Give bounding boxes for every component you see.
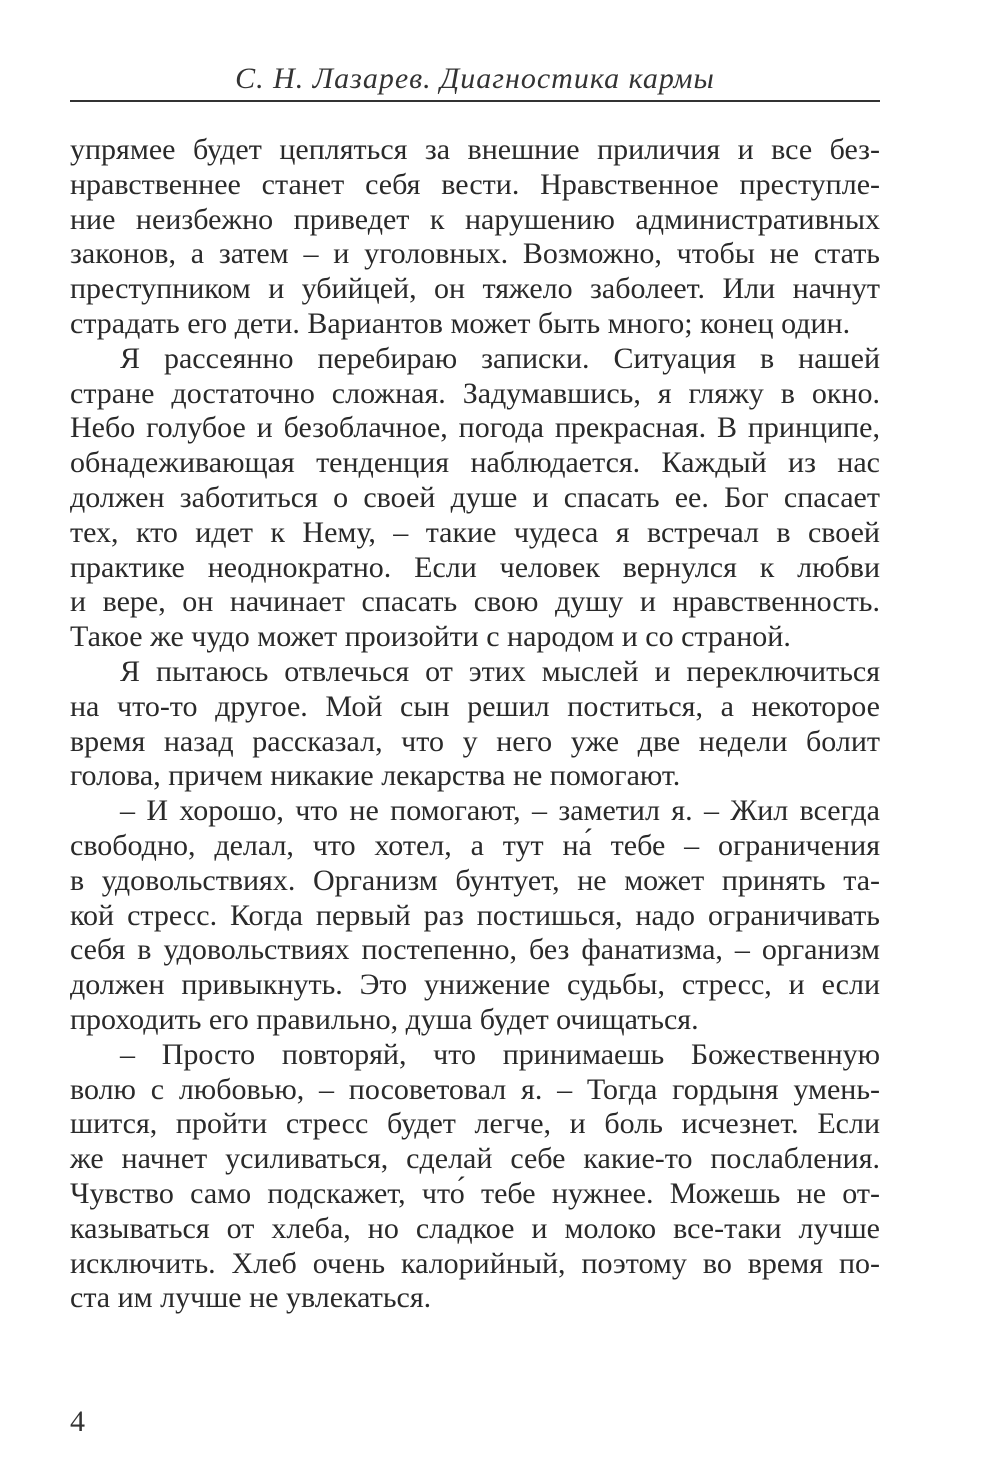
text-line: тех, кто идет к Нему, – такие чудеса я встречал в своей [70, 515, 880, 549]
header-rule [70, 100, 880, 102]
text-line: волю с любовью, – посоветовал я. – Тогда гордыня умень- [70, 1072, 880, 1106]
text-line: преступником и убийцей, он тяжело заболеет. Или начнут [70, 272, 880, 306]
paragraph [70, 794, 880, 1038]
text-line: и вере, он начинает спасать свою душу и нравственность. [70, 585, 880, 619]
running-head: С. Н. Лазарев. Диагностика кармы [235, 62, 715, 95]
text-line: Небо голубое и безоблачное, погода прекрасная. В принципе, [70, 411, 880, 445]
text-line: упрямее будет цепляться за внешние приличия и все без- [70, 133, 880, 166]
text-line: в удовольствиях. Организм бунтует, не может принять та- [70, 863, 880, 897]
text-line: себя в удовольствиях постепенно, без фанатизма, – организм [70, 933, 880, 967]
text-line: нравственнее станет себя вести. Нравственное преступле- [70, 167, 880, 201]
text-line: должен заботиться о своей душе и спасать ее. Бог спасает [70, 480, 880, 514]
text-line: исключить. Хлеб очень калорийный, поэтому во время по- [70, 1246, 880, 1280]
text-line: свободно, делал, что хотел, а тут на́ тебе – ограничения [70, 828, 880, 862]
text-line: стране достаточно сложная. Задумавшись, я гляжу в окно. [70, 376, 880, 410]
text-line: кой стресс. Когда первый раз постишься, надо ограничивать [70, 898, 880, 932]
text-line: время назад рассказал, что у него уже две недели болит [70, 724, 880, 758]
text-line: Я пытаюсь отвлечься от этих мыслей и переключиться [120, 654, 880, 688]
text-line: обнадеживающая тенденция наблюдается. Каждый из нас [70, 446, 880, 480]
text-line: должен привыкнуть. Это унижение судьбы, стресс, и если [70, 968, 880, 1002]
text-line: Такое же чудо может произойти с народом и со страной. [70, 620, 791, 654]
text-line: шится, пройти стресс будет легче, и боль исчезнет. Если [70, 1107, 880, 1141]
text-line: страдать его дети. Вариантов может быть много; конец один. [70, 306, 851, 340]
text-line: же начнет усиливаться, сделай себе какие-то послабления. [70, 1142, 880, 1176]
paragraph [70, 655, 880, 794]
body-text [70, 133, 880, 1316]
text-line: на что-то другое. Мой сын решил поститься, а некоторое [70, 689, 880, 723]
text-line: – И хорошо, что не помогают, – заметил я. – Жил всегда [120, 794, 880, 828]
text-line: проходить его правильно, душа будет очищаться. [70, 1002, 699, 1036]
text-line: – Просто повторяй, что принимаешь Божественную [120, 1037, 880, 1071]
text-line: Я рассеянно перебираю записки. Ситуация в нашей [120, 341, 880, 375]
paragraph [70, 133, 880, 342]
paragraph [70, 1038, 880, 1316]
text-line: законов, а затем – и уголовных. Возможно, чтобы не стать [70, 237, 880, 271]
text-line: ние неизбежно приведет к нарушению административных [70, 202, 880, 236]
text-line: Чувство само подскажет, что́ тебе нужнее. Можешь не от- [70, 1176, 880, 1210]
text-line: казываться от хлеба, но сладкое и молоко все-таки лучше [70, 1211, 880, 1245]
text-line: голова, причем никакие лекарства не помогают. [70, 759, 681, 793]
text-line: ста им лучше не увлекаться. [70, 1281, 432, 1315]
text-line: практике неоднократно. Если человек вернулся к любви [70, 550, 880, 584]
page-number: 4 [70, 1405, 85, 1438]
paragraph [70, 342, 880, 655]
